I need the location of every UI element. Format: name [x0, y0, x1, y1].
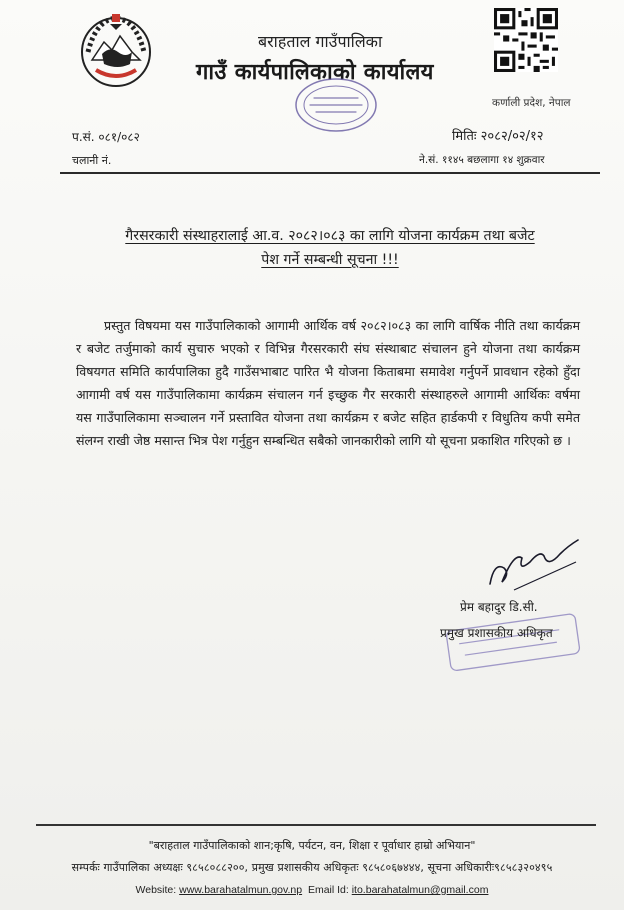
subject-line-1: गैरसरकारी संस्थाहरालाई आ.व. २०८२।०८३ का लागि योजना कार्यक्रम तथा बजेट [125, 228, 535, 244]
qr-code[interactable] [494, 8, 558, 72]
website-label: Website: [135, 884, 177, 896]
header-divider [60, 172, 600, 174]
footer-web [0, 884, 624, 896]
website-link[interactable]: www.barahatalmun.gov.np [179, 884, 303, 896]
signatory-title: प्रमुख प्रशासकीय अधिकृत [440, 626, 553, 640]
date: मितिः २०८२/०२/१२ [452, 129, 544, 144]
notice-body: प्रस्तुत विषयमा यस गाउँपालिकाको आगामी आर्थिक वर्ष २०८२।०८३ का लागि वार्षिक नीति तथा कार्यक्रम र बजेट तर्जुमाको कार्य सुचारु भएको र विभिन्न गैरसरकारी संघ संस्थाबाट संचालन हुने योजना तथा कार्यक्रम विषयगत समिति कार्यपालिका हुदै गाउँसभाबाट पारित भै योजना किताबमा समावेश गर्नुपर्ने प्रावधान रहेको हुँदा आगामी वर्ष यस गाउँपालिकामा कार्यक्रम संचालन गर्न इच्छुक गैर सरकारी संस्थाहरुले आगामी आर्थिकः वर्षमा यस गाउँपालिकामा सञ्चालन गर्ने प्रस्तावित योजना तथा कार्यक्रम र बजेट सहित हार्डकपी र विधुतिय कपी समेत संलग्न राखी जेष्ठ मसान्त भित्र पेश गर्नुहुन सम्बन्धित सबैको जानकारीको लागि यो सूचना प्रकाशित गरिएको छ । [76, 318, 580, 448]
signature [484, 532, 584, 592]
nepal-emblem-logo [74, 8, 158, 92]
email-label: Email Id: [307, 884, 349, 896]
dispatch-number: चलानी नं. [72, 154, 112, 167]
municipality-name: बराहताल गाउँपालिका [258, 32, 383, 51]
office-stamp [290, 74, 382, 136]
officer-stamp [440, 612, 590, 672]
footer-contact: सम्पर्कः गाउँपालिका अध्यक्षः ९८५८०८८२००, प्रमुख प्रशासकीय अधिकृतः ९८५८०६७४४४, सूचना अधिकारीः९८५८३२०४९५ [71, 861, 553, 874]
signatory-name: प्रेम बहादुर डि.सी. [460, 600, 538, 614]
nepal-sambat-date: ने.सं. ११४५ बछलागा १४ शुक्रवार [419, 154, 545, 166]
province-label: कर्णाली प्रदेश, नेपाल [492, 97, 571, 109]
footer-slogan: "बराहताल गाउँपालिकाको शान;कृषि, पर्यटन, वन, शिक्षा र पूर्वाधार हाम्रो अभियान" [148, 839, 476, 852]
subject-line-2: पेश गर्ने सम्बन्धी सूचना !!! [261, 252, 399, 268]
notice-subject [60, 224, 600, 272]
email-link[interactable]: ito.barahatalmun@gmail.com [351, 884, 489, 896]
reference-number: प.सं. ०८१/०८२ [72, 130, 140, 144]
office-title: गाउँ कार्यपालिकाको कार्यालय [196, 60, 434, 85]
footer-divider [36, 824, 596, 826]
